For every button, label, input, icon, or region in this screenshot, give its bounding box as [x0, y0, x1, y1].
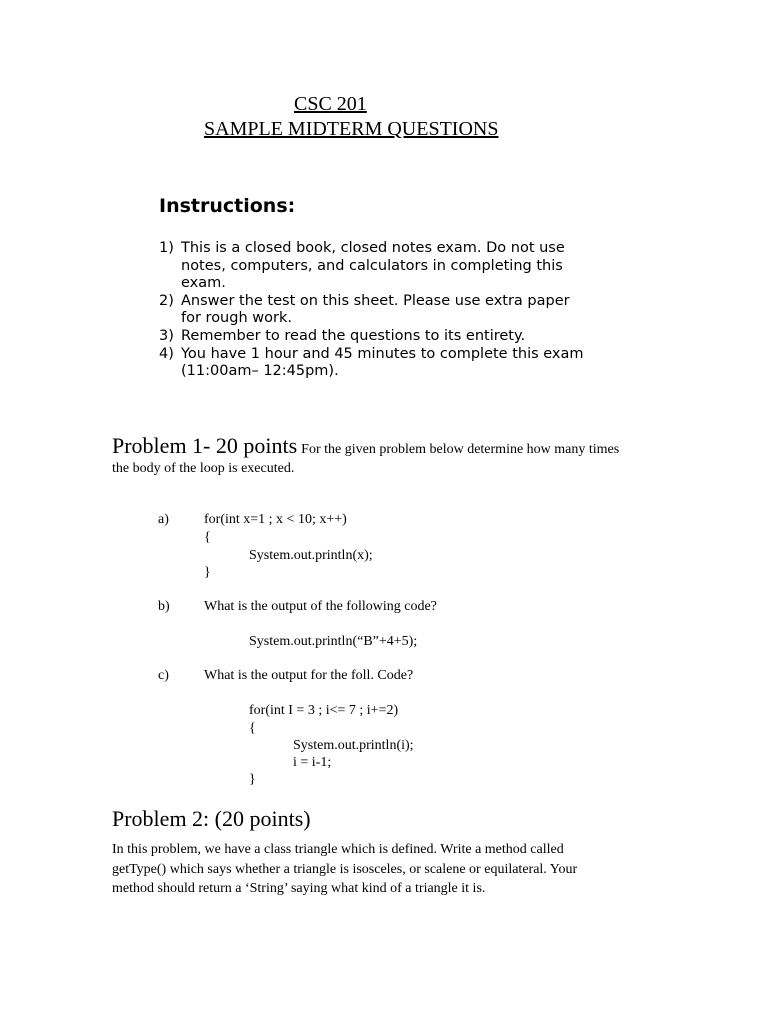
instruction-item [159, 293, 659, 328]
instruction-number: 3) [159, 327, 174, 344]
instruction-line: (11:00am– 12:45pm). [181, 363, 339, 380]
instruction-line: Answer the test on this sheet. Please use extra paper [181, 292, 570, 309]
instruction-line: You have 1 hour and 45 minutes to complete this exam [181, 345, 584, 362]
part-c-code-line: System.out.println(i); [293, 738, 414, 753]
part-b-question: What is the output of the following code? [204, 599, 437, 614]
instruction-line: This is a closed book, closed notes exam. Do not use [181, 240, 565, 256]
problem2-body-line: In this problem, we have a class triangle which is defined. Write a method called [112, 842, 564, 857]
instruction-number: 1) [159, 240, 174, 256]
instruction-number: 2) [159, 292, 174, 309]
part-c-code-line: } [249, 772, 256, 787]
instruction-item [159, 328, 659, 346]
part-b-code: System.out.println(“B”+4+5); [249, 634, 418, 649]
problem1-title-line [112, 433, 619, 459]
problem2-body [112, 840, 632, 899]
part-a-code-line: } [204, 565, 211, 580]
instruction-line: exam. [181, 275, 226, 292]
part-a-label: a) [158, 512, 169, 527]
problem2-body-line: getType() which says whether a triangle is isosceles, or scalene or equilateral. Your [112, 861, 578, 877]
instruction-item [159, 240, 659, 293]
part-a-code-line: System.out.println(x); [249, 548, 373, 563]
part-b-label: b) [158, 599, 170, 614]
instruction-line: for rough work. [181, 310, 292, 327]
instruction-number: 4) [159, 345, 174, 362]
instruction-item [159, 346, 659, 381]
problem1-description-cont: the body of the loop is executed. [112, 461, 295, 476]
instruction-line: notes, computers, and calculators in completing this [181, 257, 563, 274]
instructions-list [159, 240, 659, 381]
instructions-heading: Instructions: [159, 195, 296, 217]
part-c-label: c) [158, 668, 169, 683]
problem1-description: For the given problem below determine how many times [301, 442, 620, 457]
part-c-question: What is the output for the foll. Code? [204, 668, 414, 683]
part-c-code-line: { [249, 721, 256, 736]
course-code: CSC 201 [294, 93, 367, 115]
problem2-heading: Problem 2: (20 points) [112, 806, 311, 831]
instruction-line: Remember to read the questions to its entirety. [181, 327, 526, 344]
part-a-code-line: { [204, 530, 211, 545]
problem2-body-line: method should return a ‘String’ saying what kind of a triangle it is. [112, 881, 486, 896]
part-c-code-line: i = i-1; [293, 755, 332, 770]
part-c-code-line: for(int I = 3 ; i<= 7 ; i+=2) [249, 703, 399, 718]
part-a-code-line: for(int x=1 ; x < 10; x++) [204, 512, 347, 527]
page-title: SAMPLE MIDTERM QUESTIONS [204, 118, 499, 140]
problem1-heading: Problem 1- 20 points [112, 433, 298, 458]
